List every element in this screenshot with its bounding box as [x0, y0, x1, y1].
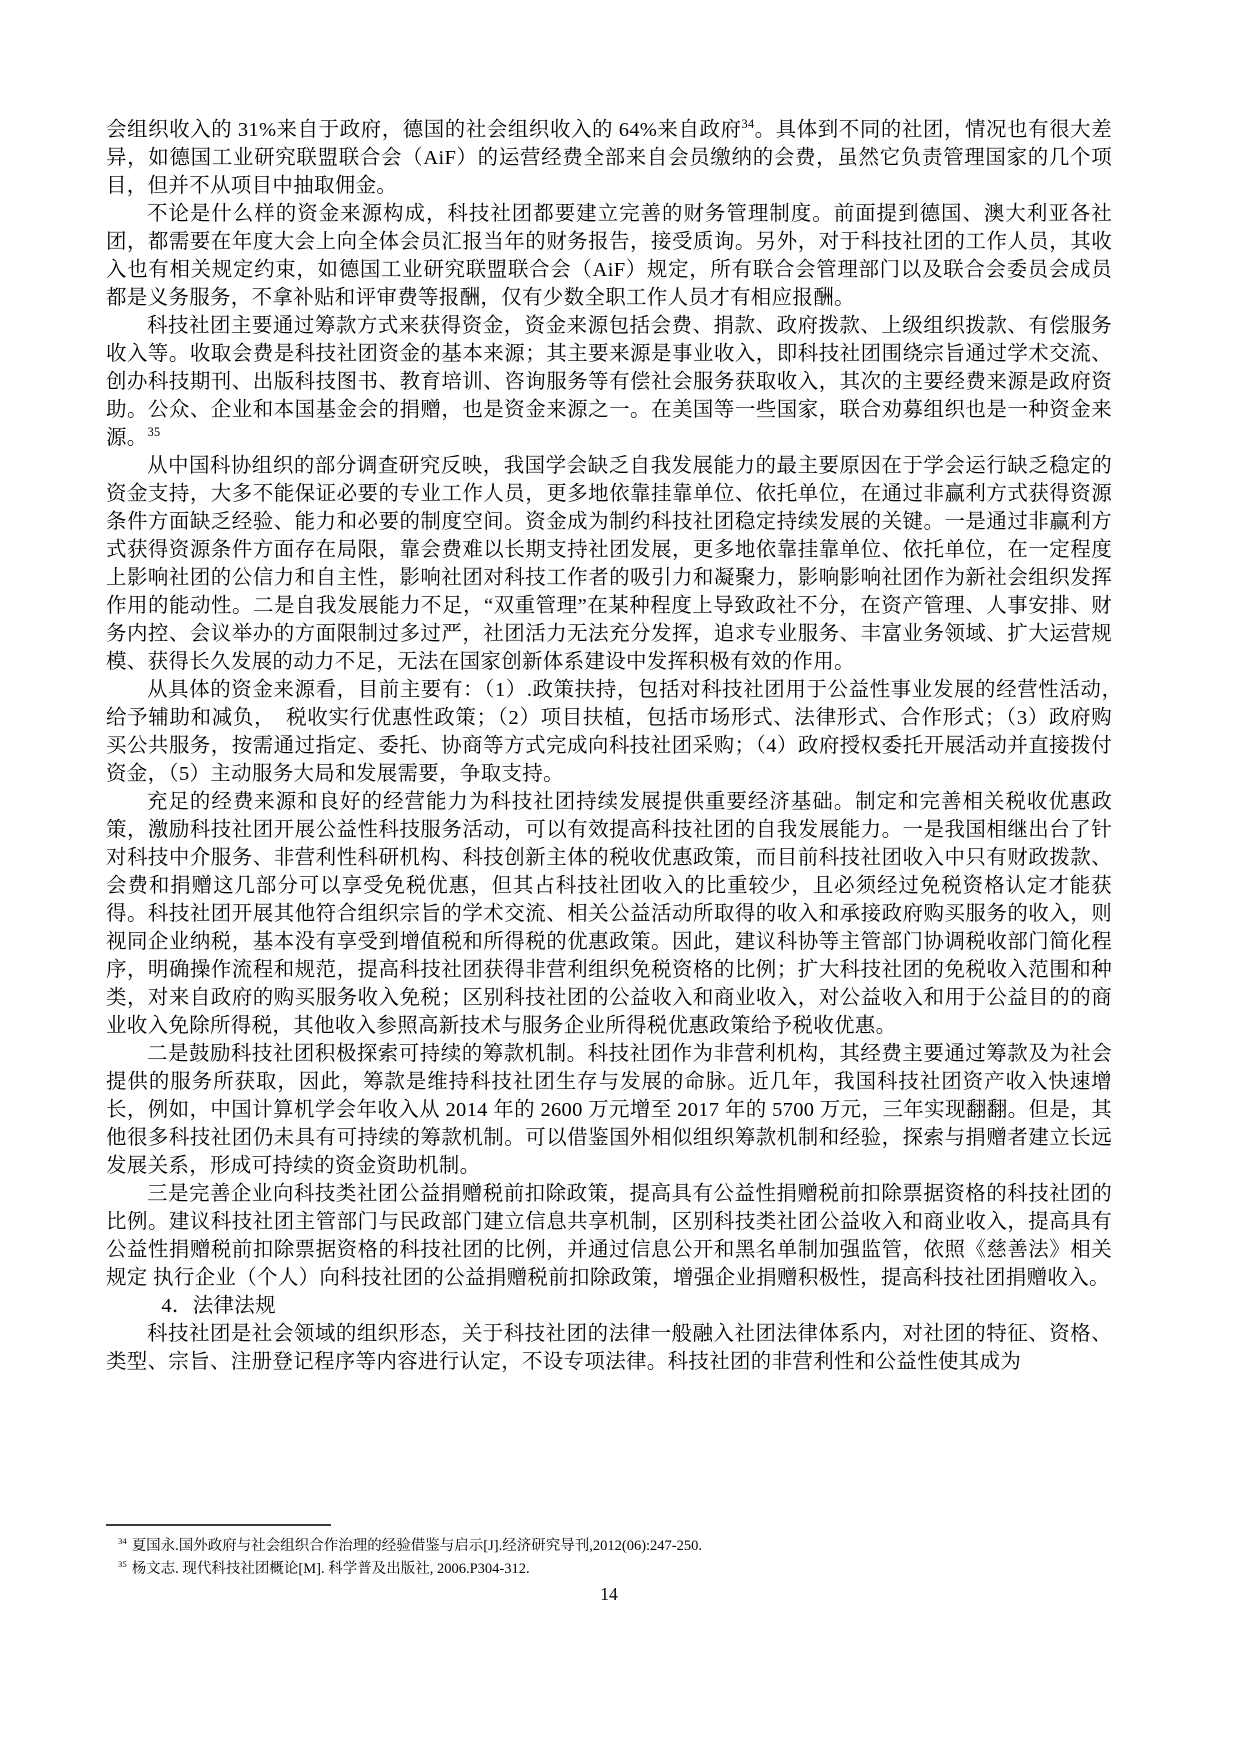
body-paragraph-1: 会组织收入的 31%来自于政府，德国的社会组织收入的 64%来自政府$^{34}$。具体到不同的社团，情况也有很大差异，如德国工业研究联盟联合会（AiF）的运营经费全部来自会员缴纳的会费，虽然它负责管理国家的几个项目，但并不从项目中抽取佣金。 [106, 117, 1112, 197]
footnote-number: 34 [118, 1536, 127, 1547]
footnote-ref: 34 [741, 117, 755, 132]
footnote: $^{35}$ 杨文志. 现代科技社团概论[M]. 科学普及出版社, 2006.P304-312. [118, 1559, 530, 1577]
footnote-number: 35 [118, 1559, 127, 1570]
body-paragraph-2: 不论是什么样的资金来源构成，科技社团都要建立完善的财务管理制度。前面提到德国、澳大利亚各社团，都需要在年度大会上向全体会员汇报当年的财务报告，接受质询。另外，对于科技社团的工作人员，其收入也有相关规定约束，如德国工业研究联盟联合会（AiF）规定，所有联合会管理部门以及联合会委员会成员都是义务服务，不拿补贴和评审费等报酬，仅有少数全职工作人员才有相应报酬。 [106, 203, 1112, 309]
body-paragraph-4: 从中国科协组织的部分调查研究反映，我国学会缺乏自我发展能力的最主要原因在于学会运行缺乏稳定的资金支持，大多不能保证必要的专业工作人员，更多地依靠挂靠单位、依托单位，在通过非赢利方式获得资源条件方面缺乏经验、能力和必要的制度空间。资金成为制约科技社团稳定持续发展的关键。一是通过非赢利方式获得资源条件方面存在局限，靠会费难以长期支持社团发展，更多地依靠挂靠单位、依托单位，在一定程度上影响社团的公信力和自主性，影响社团对科技工作者的吸引力和凝聚力，影响影响社团作为新社会组织发挥作用的能动性。二是自我发展能力不足，“双重管理”在某种程度上导致政社不分，在资产管理、人事安排、财务内控、会议举办的方面限制过多过严，社团活力无法充分发挥，追求专业服务、丰富业务领域、扩大运营规模、获得长久发展的动力不足，无法在国家创新体系建设中发挥积极有效的作用。 [106, 455, 1112, 673]
body-paragraph-8: 三是完善企业向科技类社团公益捐赠税前扣除政策，提高具有公益性捐赠税前扣除票据资格的科技社团的比例。建议科技社团主管部门与民政部门建立信息共享机制，区别科技类社团公益收入和商业收入，提高具有公益性捐赠税前扣除票据资格的科技社团的比例，并通过信息公开和黑名单制加强监管，依照《慈善法》相关规定 执行企业（个人）向科技社团的公益捐赠税前扣除政策，增强企业捐赠积极性，提高科技社团捐赠收入。 [106, 1183, 1112, 1289]
section-heading-legal: 4．法律法规 [161, 1295, 276, 1317]
body-paragraph-7: 二是鼓励科技社团积极探索可持续的筹款机制。科技社团作为非营利机构，其经费主要通过筹款及为社会提供的服务所获取，因此，筹款是维持科技社团生存与发展的命脉。近几年，我国科技社团资产收入快速增长，例如，中国计算机学会年收入从 2014 年的 2600 万元增至 2017 年的 5700 万元，三年实现翻翻。但是，其他很多科技社团仍未具有可持续的筹款机制。可以借鉴国外相似组织筹款机制和经验，探索与捐赠者建立长远发展关系，形成可持续的资金资助机制。 [106, 1043, 1112, 1177]
page-number: 14 [600, 1584, 618, 1604]
footnote-list [106, 1535, 1112, 1581]
body-paragraph-3: 科技社团主要通过筹款方式来获得资金，资金来源包括会费、捐款、政府拨款、上级组织拨款、有偿服务收入等。收取会费是科技社团资金的基本来源；其主要来源是事业收入，即科技社团围绕宗旨通过学术交流、创办科技期刊、出版科技图书、教育培训、咨询服务等有偿社会服务获取收入，其次的主要经费来源是政府资助。公众、企业和本国基金会的捐赠，也是资金来源之一。在美国等一些国家，联合劝募组织也是一种资金来源。$^{35}$ [106, 315, 1112, 449]
body-paragraph-9: 科技社团是社会领域的组织形态，关于科技社团的法律一般融入社团法律体系内，对社团的特征、资格、类型、宗旨、注册登记程序等内容进行认定，不设专项法律。科技社团的非营利性和公益性使其成为 [106, 1323, 1112, 1373]
body-paragraph-6: 充足的经费来源和良好的经营能力为科技社团持续发展提供重要经济基础。制定和完善相关税收优惠政策，激励科技社团开展公益性科技服务活动，可以有效提高科技社团的自我发展能力。一是我国相继出台了针对科技中介服务、非营利性科研机构、科技创新主体的税收优惠政策，而目前科技社团收入中只有财政拨款、会费和捐赠这几部分可以享受免税优惠，但其占科技社团收入的比重较少，且必须经过免税资格认定才能获得。科技社团开展其他符合组织宗旨的学术交流、相关公益活动所取得的收入和承接政府购买服务的收入，则视同企业纳税，基本没有享受到增值税和所得税的优惠政策。因此，建议科协等主管部门协调税收部门简化程序，明确操作流程和规范，提高科技社团获得非营利组织免税资格的比例；扩大科技社团的免税收入范围和种类，对来自政府的购买服务收入免税；区别科技社团的公益收入和商业收入，对公益收入和用于公益目的的商业收入免除所得税，其他收入参照高新技术与服务企业所得税优惠政策给予税收优惠。 [106, 791, 1112, 1037]
footnote-separator [106, 1524, 331, 1526]
document-body [106, 116, 1133, 1376]
footnote-ref: 35 [147, 425, 161, 440]
footnote: $^{34}$ 夏国永.国外政府与社会组织合作治理的经验借鉴与启示[J].经济研究导刊,2012(06):247-250. [118, 1536, 702, 1554]
body-paragraph-5: 从具体的资金来源看，目前主要有：（1）.政策扶持，包括对科技社团用于公益性事业发展的经营性活动， 给予辅助和减负， 税收实行优惠性政策；（2）项目扶植，包括市场形式、法律形式、合作形式；（3）政府购买公共服务，按需通过指定、委托、协商等方式完成向科技社团采购；（4）政府授权委托开展活动并直接拨付资金，（5）主动服务大局和发展需要，争取支持。 [106, 679, 1133, 785]
footnote-area [106, 1524, 1112, 1581]
